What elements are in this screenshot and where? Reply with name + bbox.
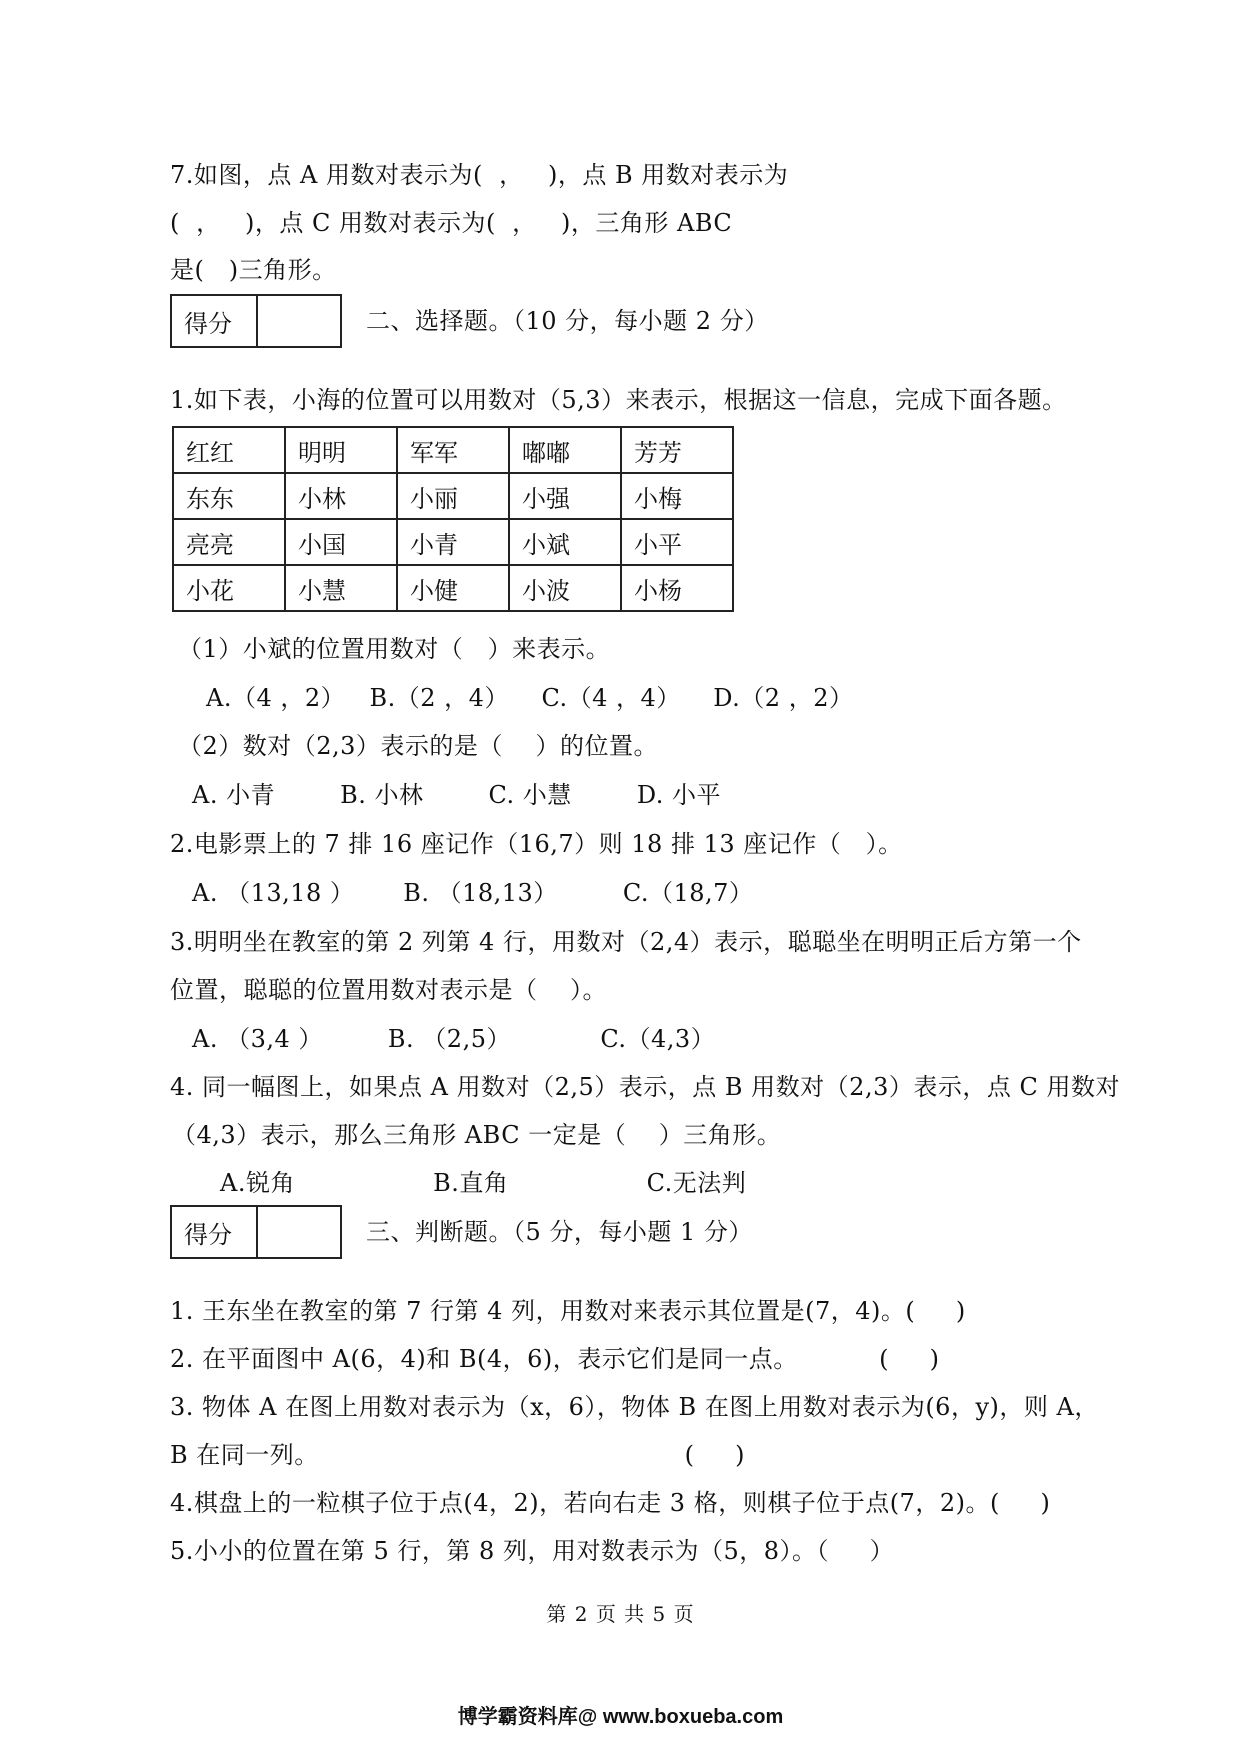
table-cell: 小青: [397, 519, 509, 565]
s3-q2: 2. 在平面图中 A(6，4)和 B(4，6)，表示它们是同一点。 ( ): [170, 1345, 940, 1373]
s2-q3-options: A. （3,4 ） B. （2,5） C.（4,3）: [192, 1025, 716, 1053]
score-label: 得分: [172, 296, 258, 346]
s2-q3-line1: 3.明明坐在教室的第 2 列第 4 行，用数对（2,4）表示，聪聪坐在明明正后方第一个: [170, 928, 1082, 956]
s2-q4-line1: 4. 同一幅图上，如果点 A 用数对（2,5）表示，点 B 用数对（2,3）表示，点 C 用数对: [170, 1073, 1120, 1101]
table-cell: 小丽: [397, 473, 509, 519]
table-row: [173, 427, 733, 473]
s2-q1-sub1-options: A.（4 ，2） B.（2 ，4） C.（4 ，4） D.（2 ，2）: [206, 684, 854, 712]
s2-q1-sub1: （1）小斌的位置用数对（ ）来表示。: [178, 635, 611, 663]
s3-q3-line1: 3. 物体 A 在图上用数对表示为（x，6），物体 B 在图上用数对表示为(6，y)，则 A，: [170, 1393, 1099, 1421]
table-cell: 小健: [397, 565, 509, 611]
s2-q2-options: A. （13,18 ） B. （18,13） C.（18,7）: [192, 879, 754, 907]
s3-q1: 1. 王东坐在教室的第 7 行第 4 列，用数对来表示其位置是(7，4)。( ): [170, 1297, 966, 1325]
q7-line3: 是( )三角形。: [170, 256, 337, 284]
s2-q4-options: A.锐角 B.直角 C.无法判: [220, 1169, 747, 1197]
table-cell: 嘟嘟: [509, 427, 621, 473]
page-footer: 第 2 页 共 5 页: [546, 1602, 695, 1626]
table-cell: 小梅: [621, 473, 733, 519]
section3-heading: 三、判断题。（5 分，每小题 1 分）: [366, 1218, 753, 1246]
seat-table: [172, 426, 734, 612]
table-cell: 军军: [397, 427, 509, 473]
table-cell: 小斌: [509, 519, 621, 565]
table-cell: 小波: [509, 565, 621, 611]
table-row: [173, 473, 733, 519]
section2-heading: 二、选择题。（10 分，每小题 2 分）: [366, 307, 769, 335]
s3-q4: 4.棋盘上的一粒棋子位于点(4，2)，若向右走 3 格，则棋子位于点(7，2)。( ): [170, 1489, 1051, 1517]
s3-q5: 5.小小的位置在第 5 行，第 8 列，用对数表示为（5，8）。（ ）: [170, 1537, 895, 1565]
watermark-text: 博学霸资料库@ www.boxueba.com: [457, 1706, 784, 1728]
table-row: [173, 519, 733, 565]
q7-line2: ( ， )，点 C 用数对表示为( ， )，三角形 ABC: [170, 209, 733, 237]
table-cell: 亮亮: [173, 519, 285, 565]
s2-q1-intro: 1.如下表，小海的位置可以用数对（5,3）来表示，根据这一信息，完成下面各题。: [170, 386, 1067, 414]
s2-q4-line2: （4,3）表示，那么三角形 ABC 一定是（ ）三角形。: [172, 1121, 782, 1149]
s2-q1-sub2-options: A. 小青 B. 小林 C. 小慧 D. 小平: [192, 781, 721, 809]
s2-q2: 2.电影票上的 7 排 16 座记作（16,7）则 18 排 13 座记作（ ）。: [170, 830, 903, 858]
table-cell: 东东: [173, 473, 285, 519]
table-cell: 芳芳: [621, 427, 733, 473]
table-cell: 小杨: [621, 565, 733, 611]
table-row: [173, 565, 733, 611]
score-label: 得分: [172, 1207, 258, 1257]
score-box-section2: [170, 294, 342, 348]
score-blank: [258, 1207, 340, 1257]
table-cell: 小国: [285, 519, 397, 565]
table-cell: 小平: [621, 519, 733, 565]
score-blank: [258, 296, 340, 346]
table-cell: 小花: [173, 565, 285, 611]
s2-q3-line2: 位置，聪聪的位置用数对表示是（ ）。: [170, 976, 608, 1004]
table-cell: 小强: [509, 473, 621, 519]
score-box-section3: [170, 1205, 342, 1259]
s3-q3-line2: B 在同一列。 ( ): [170, 1441, 745, 1469]
q7-line1: 7.如图，点 A 用数对表示为( ， )，点 B 用数对表示为: [170, 161, 789, 189]
table-cell: 明明: [285, 427, 397, 473]
table-cell: 小林: [285, 473, 397, 519]
table-cell: 小慧: [285, 565, 397, 611]
table-cell: 红红: [173, 427, 285, 473]
s2-q1-sub2: （2）数对（2,3）表示的是（ ）的位置。: [178, 732, 658, 760]
